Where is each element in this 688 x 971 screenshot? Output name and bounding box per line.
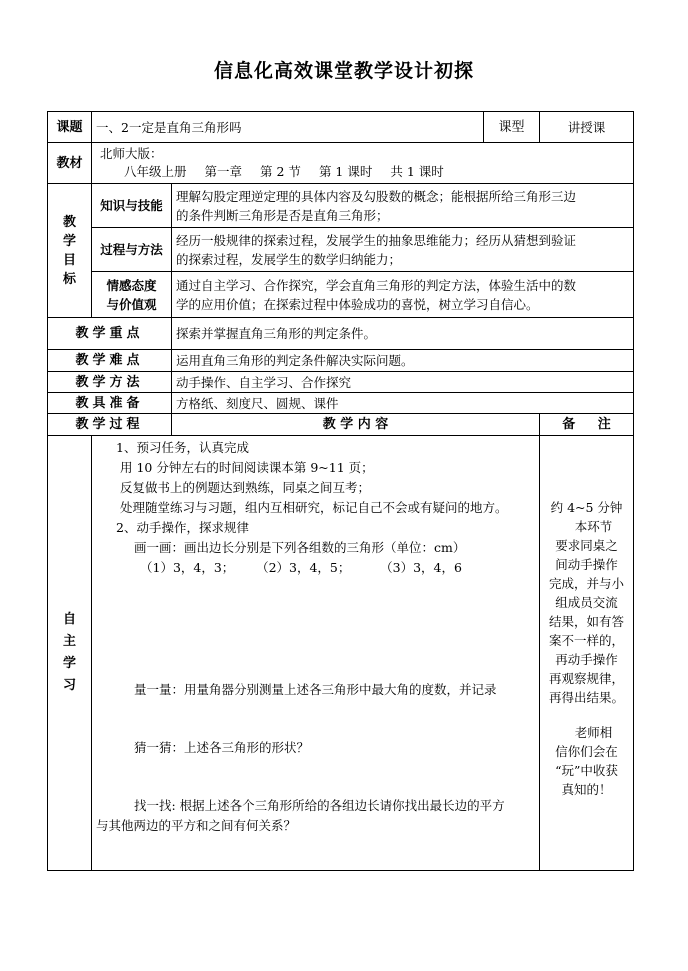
materials-grade: 八年级上册: [124, 164, 187, 179]
focus-label: 教学重点: [48, 318, 172, 350]
lesson-plan-table: [47, 111, 634, 871]
process-header-row: [48, 414, 634, 436]
knowledge-label: 知识与技能: [92, 184, 172, 228]
materials-section: 第 2 节: [260, 164, 301, 179]
self-study-remark: 约 4~5 分钟 本环节 要求同桌之 间动手操作 完成，并与小 组成员交流 结果，如有答 案不一样的， 再动手操作 再观察规律， 再得出结果。 老师相 信你们会在 “玩”中收获 真知的！: [540, 436, 634, 871]
self-study-row: [48, 436, 634, 871]
process-col-label: 教学过程: [48, 414, 172, 436]
methods-label: 教学方法: [48, 372, 172, 393]
tools-label: 教具准备: [48, 393, 172, 414]
materials-total: 共 1 课时: [390, 164, 444, 179]
task1-item-a: 用 10 分钟左右的时间阅读课本第 9~11 页；: [120, 460, 374, 475]
task1-heading: 1、预习任务，认真完成: [116, 440, 249, 455]
materials-value: [92, 143, 634, 184]
materials-details: [96, 163, 629, 181]
focus-row: [48, 318, 634, 350]
materials-period: 第 1 课时: [318, 164, 373, 179]
find-instruction: 找一找: 根据上述各个三角形所给的各组边长请你找出最长边的平方: [134, 798, 505, 813]
materials-label: 教材: [48, 143, 92, 184]
task1-item-b: 反复做书上的例题达到熟练，同桌之间互考；: [120, 480, 371, 495]
type-value: 讲授课: [540, 112, 634, 143]
objectives-label: 教 学 目 标: [48, 184, 92, 318]
difficulty-value: 运用直角三角形的判定条件解决实际问题。: [172, 350, 634, 372]
tools-row: [48, 393, 634, 414]
objective-process-row: [48, 228, 634, 272]
content-col-label: 教 学 内 容: [172, 414, 540, 436]
triangle-sets: （1）3，4，3； （2）3，4，5； （3）3，4，6: [140, 560, 462, 575]
objective-knowledge-row: [48, 184, 634, 228]
page-title: 信息化高效课堂教学设计初探: [213, 60, 474, 82]
measure-instruction: 量一量：用量角器分别测量上述各三角形中最大角的度数，并记录: [134, 682, 497, 697]
knowledge-text: 理解勾股定理逆定理的具体内容及勾股数的概念；能根据所给三角形三边 的条件判断三角形是否是直角三角形；: [172, 184, 634, 228]
methods-value: 动手操作、自主学习、合作探究: [172, 372, 634, 393]
task1-item-c: 处理随堂练习与习题，组内互相研究，标记自己不会或有疑问的地方。: [120, 500, 508, 515]
methods-row: [48, 372, 634, 393]
remark-col-label: 备 注: [540, 414, 634, 436]
guess-instruction: 猜一猜：上述各三角形的形状？: [134, 740, 310, 755]
materials-publisher: 北师大版：: [100, 146, 163, 161]
type-label: 课型: [484, 112, 540, 143]
self-study-content: [92, 436, 540, 871]
topic-row: [48, 112, 634, 143]
find-instruction-cont: 与其他两边的平方和之间有何关系？: [96, 818, 297, 833]
difficulty-row: [48, 350, 634, 372]
materials-chapter: 第一章: [204, 164, 243, 179]
self-study-label: 自 主 学 习: [48, 436, 92, 871]
materials-row: [48, 143, 634, 184]
process-label: 过程与方法: [92, 228, 172, 272]
process-text: 经历一般规律的探索过程，发展学生的抽象思维能力；经历从猜想到验证 的探索过程，发展学生的数学归纳能力；: [172, 228, 634, 272]
objective-emotion-row: [48, 272, 634, 318]
tools-value: 方格纸、刻度尺、圆规、课件: [172, 393, 634, 414]
emotion-text: 通过自主学习、合作探究，学会直角三角形的判定方法，体验生活中的数 学的应用价值；在探索过程中体验成功的喜悦，树立学习自信心。: [172, 272, 634, 318]
focus-value: 探索并掌握直角三角形的判定条件。: [172, 318, 634, 350]
emotion-label: 情感态度 与价值观: [92, 272, 172, 318]
difficulty-label: 教学难点: [48, 350, 172, 372]
topic-label: 课题: [48, 112, 92, 143]
draw-instruction: 画一画：画出边长分别是下列各组数的三角形（单位：cm）: [134, 540, 466, 555]
task2-heading: 2、动手操作，探求规律: [116, 520, 249, 535]
topic-value: 一、2一定是直角三角形吗: [92, 112, 484, 143]
